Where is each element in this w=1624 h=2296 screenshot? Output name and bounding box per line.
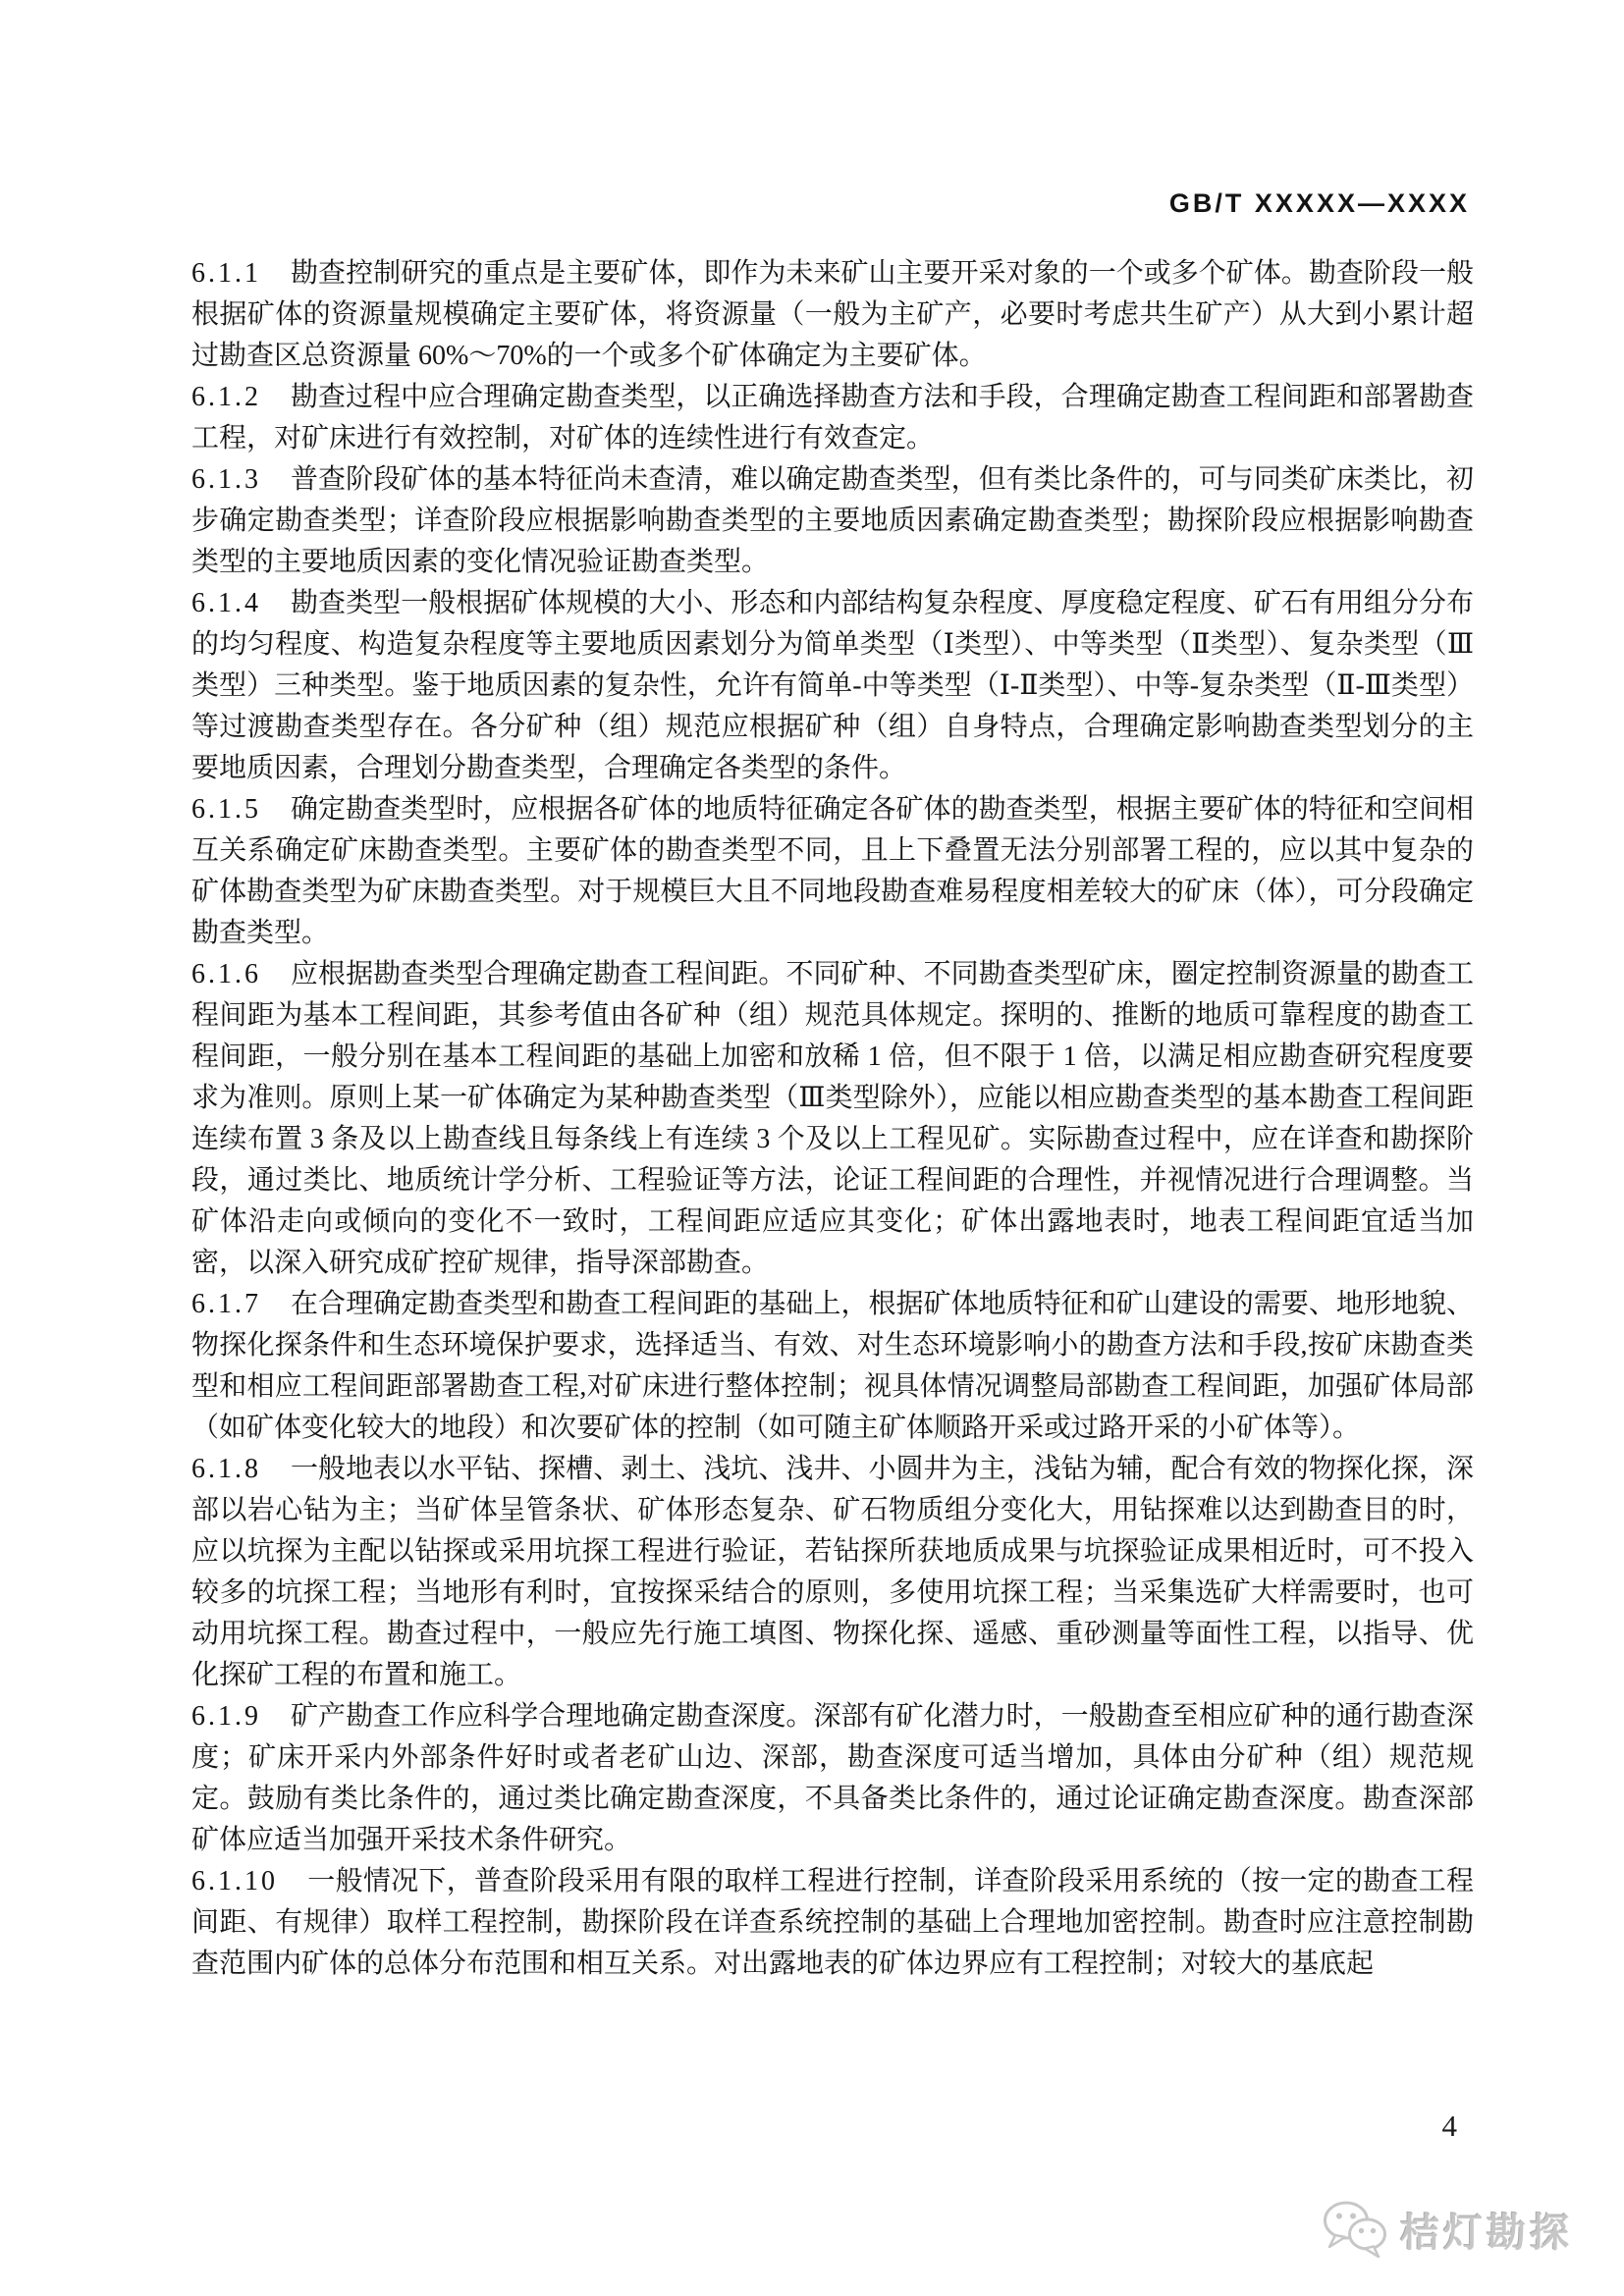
clause-paragraph <box>191 583 1474 789</box>
clause-text: 勘查类型一般根据矿体规模的大小、形态和内部结构复杂程度、厚度稳定程度、矿石有用组分分布的均匀程度、构造复杂程度等主要地质因素划分为简单类型（Ⅰ类型）、中等类型（Ⅱ类型）、复杂类型（Ⅲ类型）三种类型。鉴于地质因素的复杂性，允许有简单-中等类型（Ⅰ-Ⅱ类型）、中等-复杂类型（Ⅱ-Ⅲ类型）等过渡勘查类型存在。各分矿种（组）规范应根据矿种（组）自身特点，合理确定影响勘查类型划分的主要地质因素，合理划分勘查类型，合理确定各类型的条件。 <box>191 588 1474 783</box>
clause-number: 6.1.5 <box>191 794 261 825</box>
standard-number-header: GB/T XXXXX—XXXX <box>1168 188 1470 218</box>
clause-paragraph <box>191 1696 1474 1861</box>
wechat-icon <box>1322 2200 1390 2259</box>
clause-text: 在合理确定勘查类型和勘查工程间距的基础上，根据矿体地质特征和矿山建设的需要、地形地貌、物探化探条件和生态环境保护要求，选择适当、有效、对生态环境影响小的勘查方法和手段,按矿床勘查类型和相应工程间距部署勘查工程,对矿床进行整体控制；视具体情况调整局部勘查工程间距，加强矿体局部（如矿体变化较大的地段）和次要矿体的控制（如可随主矿体顺路开采或过路开采的小矿体等）。 <box>191 1289 1474 1443</box>
clause-paragraph <box>191 1861 1474 1985</box>
page-number: 4 <box>1441 2109 1457 2143</box>
clause-body <box>191 253 1474 1985</box>
clause-number: 6.1.1 <box>191 258 261 289</box>
clause-text: 应根据勘查类型合理确定勘查工程间距。不同矿种、不同勘查类型矿床，圈定控制资源量的勘查工程间距为基本工程间距，其参考值由各矿种（组）规范具体规定。探明的、推断的地质可靠程度的勘查工程间距，一般分别在基本工程间距的基础上加密和放稀 1 倍，但不限于 1 倍，以满足相应勘查研究程度要求为准则。原则上某一矿体确定为某种勘查类型（Ⅲ类型除外），应能以相应勘查类型的基本勘查工程间距连续布置 3 条及以上勘查线且每条线上有连续 3 个及以上工程见矿。实际勘查过程中，应在详查和勘探阶段，通过类比、地质统计学分析、工程验证等方法，论证工程间距的合理性，并视情况进行合理调整。当矿体沿走向或倾向的变化不一致时，工程间距应适应其变化；矿体出露地表时，地表工程间距宜适当加密，以深入研究成矿控矿规律，指导深部勘查。 <box>191 959 1474 1278</box>
clause-text: 矿产勘查工作应科学合理地确定勘查深度。深部有矿化潜力时，一般勘查至相应矿种的通行勘查深度；矿床开采内外部条件好时或者老矿山边、深部，勘查深度可适当增加，具体由分矿种（组）规范规定。鼓励有类比条件的，通过类比确定勘查深度，不具备类比条件的，通过论证确定勘查深度。勘查深部矿体应适当加强开采技术条件研究。 <box>191 1701 1474 1855</box>
clause-number: 6.1.3 <box>191 464 261 495</box>
clause-text: 一般地表以水平钻、探槽、剥土、浅坑、浅井、小圆井为主，浅钻为辅，配合有效的物探化探，深部以岩心钻为主；当矿体呈管条状、矿体形态复杂、矿石物质组分变化大，用钻探难以达到勘查目的时，应以坑探为主配以钻探或采用坑探工程进行验证，若钻探所获地质成果与坑探验证成果相近时，可不投入较多的坑探工程；当地形有利时，宜按探采结合的原则，多使用坑探工程；当采集选矿大样需要时，也可动用坑探工程。勘查过程中，一般应先行施工填图、物探化探、遥感、重砂测量等面性工程，以指导、优化探矿工程的布置和施工。 <box>191 1454 1474 1690</box>
clause-paragraph <box>191 253 1474 377</box>
clause-text: 勘查控制研究的重点是主要矿体，即作为未来矿山主要开采对象的一个或多个矿体。勘查阶段一般根据矿体的资源量规模确定主要矿体，将资源量（一般为主矿产，必要时考虑共生矿产）从大到小累计超过勘查区总资源量 60%～70%的一个或多个矿体确定为主要矿体。 <box>191 258 1474 371</box>
clause-paragraph <box>191 1449 1474 1696</box>
clause-paragraph <box>191 377 1474 459</box>
clause-number: 6.1.6 <box>191 959 261 989</box>
clause-text: 一般情况下，普查阶段采用有限的取样工程进行控制，详查阶段采用系统的（按一定的勘查工程间距、有规律）取样工程控制，勘探阶段在详查系统控制的基础上合理地加密控制。勘查时应注意控制勘查范围内矿体的总体分布范围和相互关系。对出露地表的矿体边界应有工程控制；对较大的基底起 <box>191 1866 1474 1979</box>
watermark-label: 桔灯勘探 <box>1400 2211 1573 2255</box>
clause-text: 普查阶段矿体的基本特征尚未查清，难以确定勘查类型，但有类比条件的，可与同类矿床类比，初步确定勘查类型；详查阶段应根据影响勘查类型的主要地质因素确定勘查类型；勘探阶段应根据影响勘查类型的主要地质因素的变化情况验证勘查类型。 <box>191 464 1474 577</box>
clause-text: 确定勘查类型时，应根据各矿体的地质特征确定各矿体的勘查类型，根据主要矿体的特征和空间相互关系确定矿床勘查类型。主要矿体的勘查类型不同，且上下叠置无法分别部署工程的，应以其中复杂的矿体勘查类型为矿床勘查类型。对于规模巨大且不同地段勘查难易程度相差较大的矿床（体），可分段确定勘查类型。 <box>191 794 1474 948</box>
clause-paragraph <box>191 954 1474 1284</box>
clause-number: 6.1.8 <box>191 1454 261 1484</box>
clause-paragraph <box>191 459 1474 583</box>
clause-number: 6.1.7 <box>191 1289 261 1319</box>
clause-number: 6.1.10 <box>191 1866 278 1896</box>
clause-text: 勘查过程中应合理确定勘查类型，以正确选择勘查方法和手段，合理确定勘查工程间距和部署勘查工程，对矿床进行有效控制，对矿体的连续性进行有效查定。 <box>191 382 1474 454</box>
clause-number: 6.1.2 <box>191 382 261 412</box>
clause-number: 6.1.4 <box>191 588 261 618</box>
watermark <box>1322 2200 1573 2259</box>
clause-paragraph <box>191 789 1474 954</box>
clause-paragraph <box>191 1284 1474 1449</box>
clause-number: 6.1.9 <box>191 1701 261 1732</box>
